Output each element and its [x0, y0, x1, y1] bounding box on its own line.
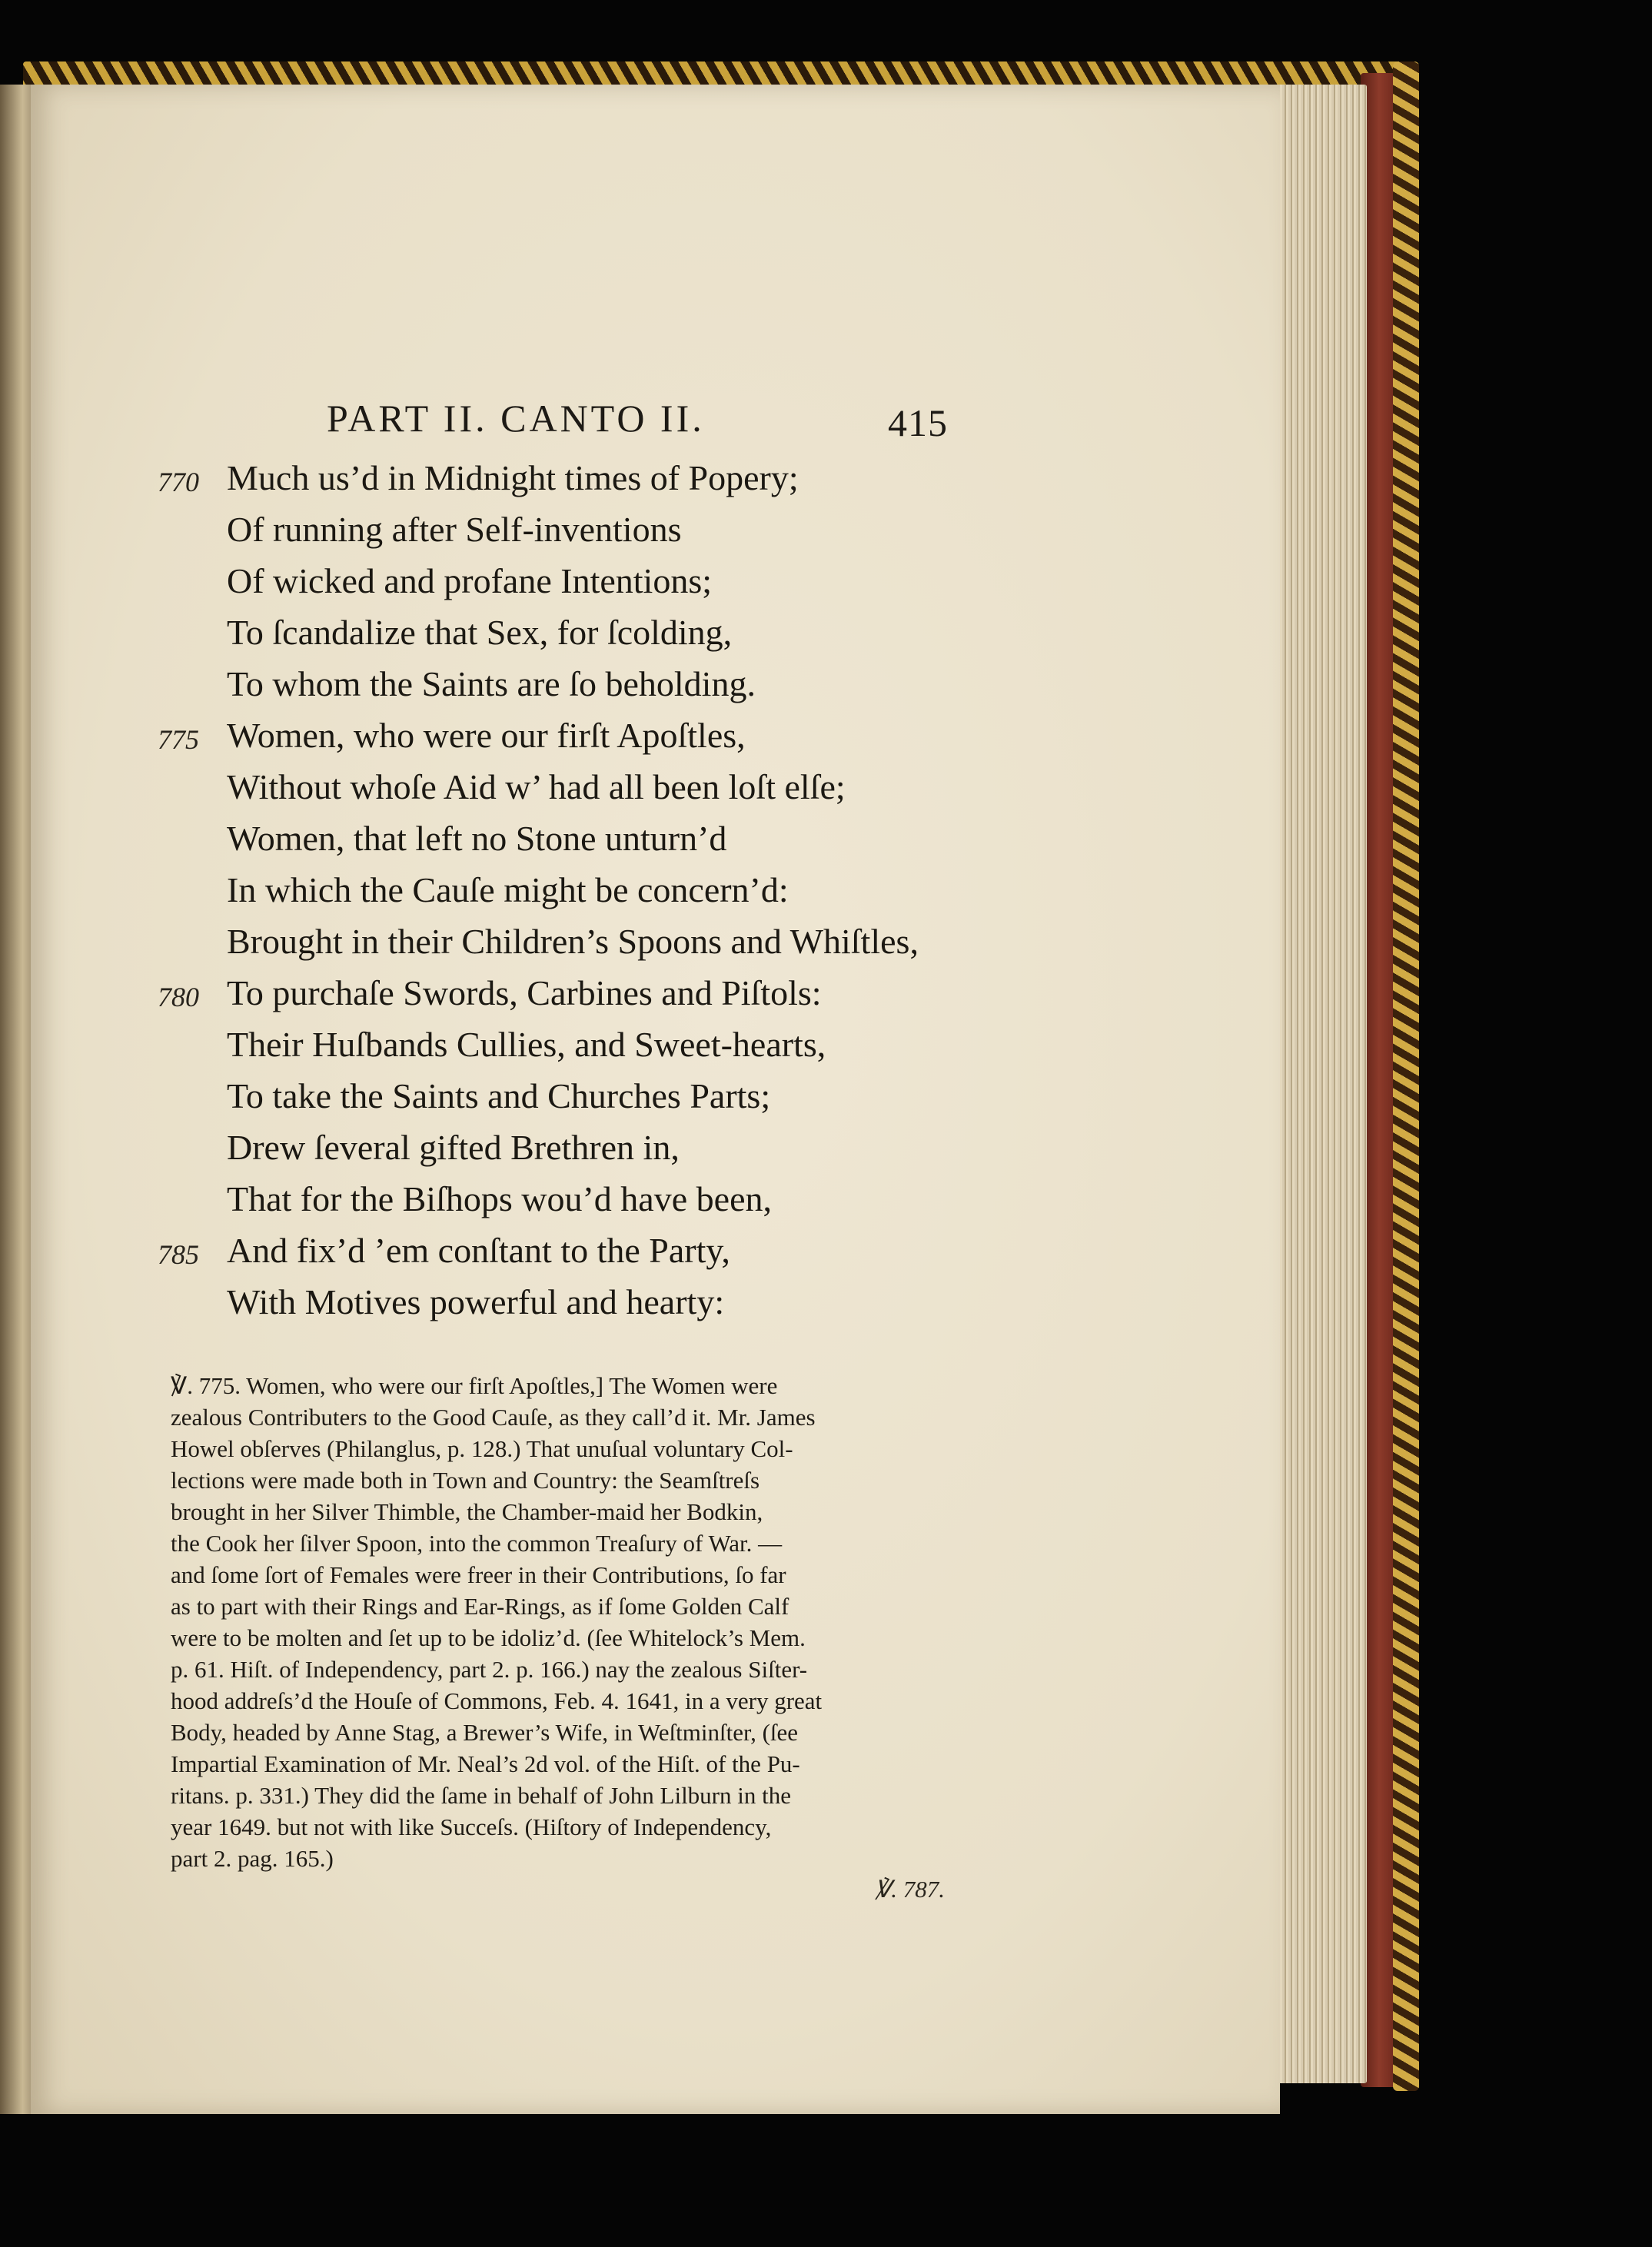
verse-text: Much us’d in Midnight times of Popery;	[227, 458, 799, 497]
book-page	[31, 85, 1280, 2114]
verse-text: Brought in their Children’s Spoons and Whiſtles,	[227, 922, 919, 961]
verse-text: Without whoſe Aid w’ had all been loſt elſe;	[227, 767, 846, 806]
page-header	[327, 396, 957, 450]
verse-line	[138, 761, 1061, 813]
verse-line	[138, 504, 1061, 555]
line-number: 775	[158, 724, 199, 755]
footnote-line: Body, headed by Anne Stag, a Brewer’s Wife, in Weſtminſter, (ſee	[171, 1719, 799, 1746]
footnote-line: and ſome ſort of Females were freer in their Contributions, ſo far	[171, 1561, 786, 1588]
verse-line	[138, 864, 1061, 916]
footnote-line: lections were made both in Town and Country: the Seamſtreſs	[171, 1467, 760, 1494]
verse-text: To ſcandalize that Sex, for ſcolding,	[227, 613, 733, 652]
line-number: 770	[158, 467, 199, 497]
verse-line	[138, 452, 1061, 504]
verse-block	[138, 452, 1061, 1328]
verse-line	[138, 1173, 1061, 1225]
verse-text: With Motives powerful and hearty:	[227, 1282, 725, 1321]
verse-text: Their Huſbands Cullies, and Sweet-hearts,	[227, 1025, 826, 1064]
footnote-line: ℣. 775. Women, who were our firſt Apoſtles,] The Women were	[171, 1372, 778, 1399]
verse-text: Women, that left no Stone unturn’d	[227, 819, 727, 858]
page-number: 415	[888, 401, 948, 444]
gilt-edge-right	[1393, 61, 1419, 2091]
footnote-line: ritans. p. 331.) They did the ſame in behalf of John Lilburn in the	[171, 1782, 791, 1809]
footnote	[171, 1370, 966, 1874]
verse-text: To purchaſe Swords, Carbines and Piſtols:	[227, 973, 822, 1012]
catchword: ℣. 787.	[875, 1876, 945, 1903]
verse-text: To take the Saints and Churches Parts;	[227, 1076, 771, 1115]
verse-text: Of wicked and profane Intentions;	[227, 561, 713, 600]
verse-line	[138, 1122, 1061, 1173]
footnote-line: as to part with their Rings and Ear-Rings, as if ſome Golden Calf	[171, 1593, 789, 1620]
verse-text: In which the Cauſe might be concern’d:	[227, 870, 789, 909]
verse-line	[138, 658, 1061, 710]
verse-line	[138, 967, 1061, 1019]
verse-line	[138, 1225, 1061, 1276]
verse-line	[138, 1276, 1061, 1328]
line-number: 780	[158, 982, 199, 1012]
running-head: PART II. CANTO II.	[327, 397, 705, 440]
facing-page-edge	[0, 85, 32, 2114]
footnote-line: were to be molten and ſet up to be idoliz’d. (ſee Whitelock’s Mem.	[171, 1624, 806, 1651]
footnote-line: part 2. pag. 165.)	[171, 1845, 334, 1872]
verse-text: Of running after Self-inventions	[227, 510, 682, 549]
footnote-line: hood addreſs’d the Houſe of Commons, Feb. 4. 1641, in a very great	[171, 1687, 823, 1714]
footnote-line: year 1649. but not with like Succeſs. (Hiſtory of Independency,	[171, 1813, 772, 1840]
footnote-line: Impartial Examination of Mr. Neal’s 2d vol. of the Hiſt. of the Pu-	[171, 1750, 800, 1777]
verse-line	[138, 916, 1061, 967]
footnote-line: zealous Contributers to the Good Cauſe, as they call’d it. Mr. James	[171, 1404, 816, 1431]
footnote-line: Howel obſerves (Philanglus, p. 128.) That unuſual voluntary Col-	[171, 1435, 793, 1462]
verse-text: Women, who were our firſt Apoſtles,	[227, 716, 746, 755]
page-fore-edge	[1276, 85, 1367, 2083]
verse-text: To whom the Saints are ſo beholding.	[227, 664, 756, 703]
footnote-line: the Cook her ſilver Spoon, into the common Treaſury of War. —	[171, 1530, 783, 1557]
verse-line	[138, 710, 1061, 761]
verse-line	[138, 607, 1061, 658]
line-number: 785	[158, 1239, 199, 1270]
verse-text: That for the Biſhops wou’d have been,	[227, 1179, 772, 1218]
verse-line	[138, 813, 1061, 864]
verse-text: Drew ſeveral gifted Brethren in,	[227, 1128, 680, 1167]
footnote-line: brought in her Silver Thimble, the Chamber-maid her Bodkin,	[171, 1498, 763, 1525]
footnote-line: p. 61. Hiſt. of Independency, part 2. p. 166.) nay the zealous Siſter-	[171, 1656, 808, 1683]
verse-line	[138, 1070, 1061, 1122]
verse-line	[138, 1019, 1061, 1070]
verse-line	[138, 555, 1061, 607]
verse-text: And fix’d ’em conſtant to the Party,	[227, 1231, 730, 1270]
